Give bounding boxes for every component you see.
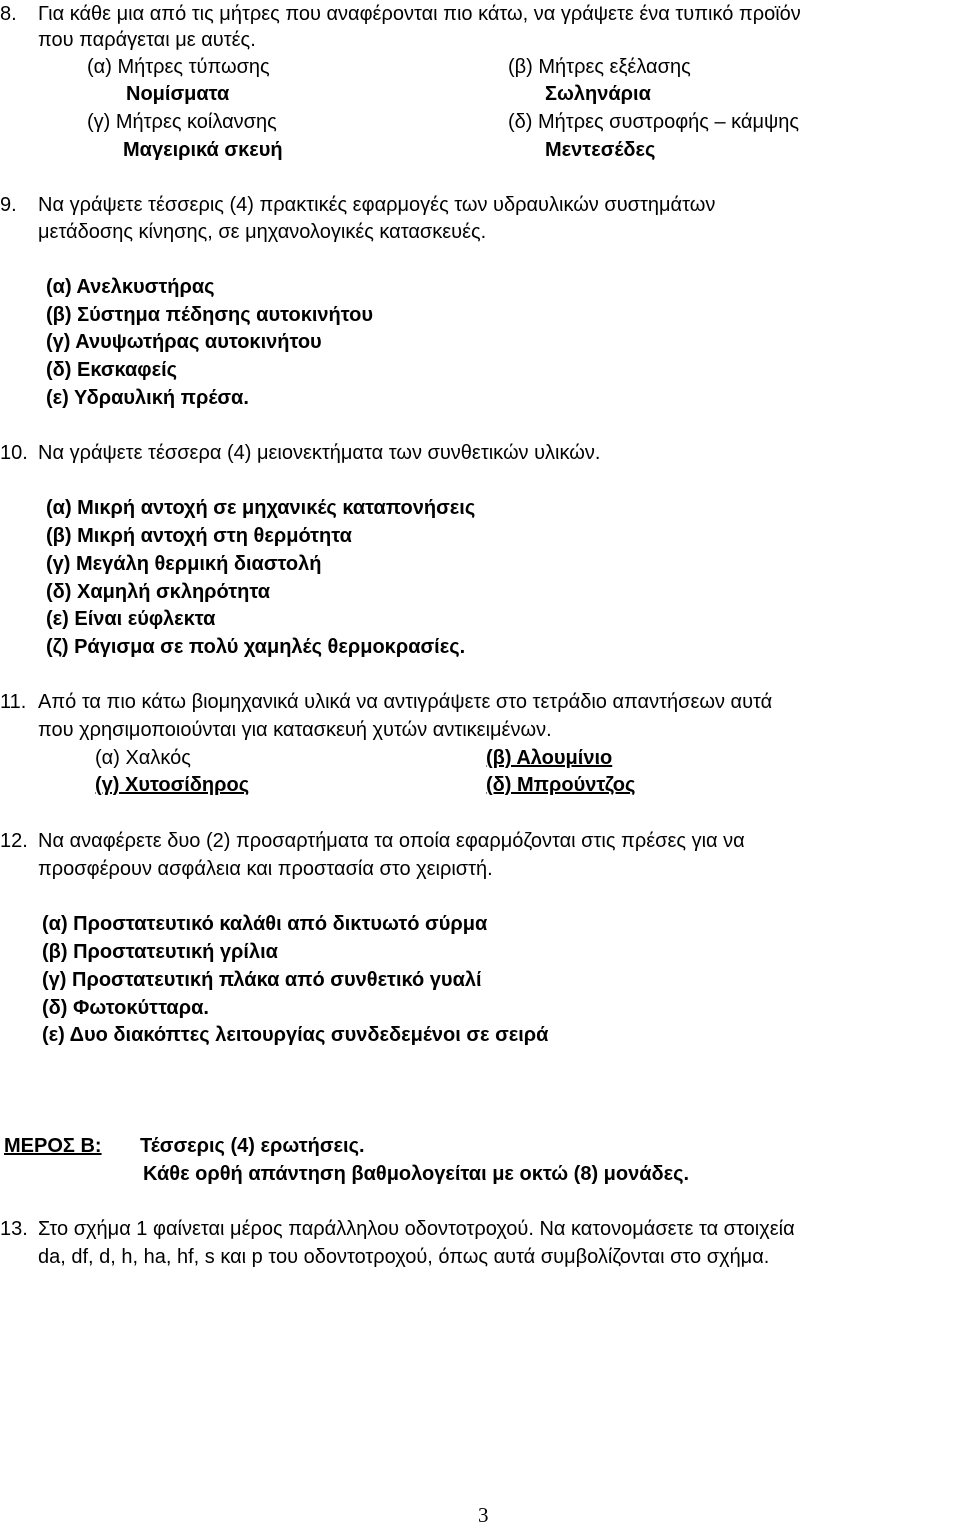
q8-c-answer: Μαγειρικά σκευή — [123, 139, 283, 161]
q10-answer-f: (ζ) Ράγισμα σε πολύ χαμηλές θερμοκρασίες. — [46, 636, 466, 658]
q9-number: 9. — [0, 194, 17, 216]
q10-answer-a: (α) Μικρή αντοχή σε μηχανικές καταπονήσεις — [46, 497, 476, 519]
q9-text-line2: μετάδοσης κίνησης, σε μηχανολογικές κατασκευές. — [38, 221, 487, 243]
q12-text-line1: Να αναφέρετε δυο (2) προσαρτήματα τα οποία εφαρμόζονται στις πρέσες για να — [38, 830, 745, 852]
q8-text-line2: που παράγεται με αυτές. — [38, 29, 256, 51]
q11-option-c: (γ) Χυτοσίδηρος — [95, 774, 250, 796]
part-b-line2: Κάθε ορθή απάντηση βαθμολογείται με οκτώ (8) μονάδες. — [143, 1163, 690, 1185]
q10-answer-e: (ε) Είναι εύφλεκτα — [46, 608, 216, 630]
q9-answer-b: (β) Σύστημα πέδησης αυτοκινήτου — [46, 304, 373, 326]
q10-answer-c: (γ) Μεγάλη θερμική διαστολή — [46, 553, 322, 575]
q12-text-line2: προσφέρουν ασφάλεια και προστασία στο χειριστή. — [38, 858, 493, 880]
part-b-line1: Τέσσερις (4) ερωτήσεις. — [140, 1135, 365, 1157]
q12-answer-c: (γ) Προστατευτική πλάκα από συνθετικό γυαλί — [42, 969, 482, 991]
q11-option-a: (α) Χαλκός — [95, 747, 191, 769]
q13-text-line2: da, df, d, h, ha, hf, s και p του οδοντοτροχού, όπως αυτά συμβολίζονται στο σχήμα. — [38, 1246, 770, 1268]
q8-text-line1: Για κάθε μια από τις μήτρες που αναφέρονται πιο κάτω, να γράψετε ένα τυπικό προϊόν — [38, 3, 801, 25]
q12-answer-e: (ε) Δυο διακόπτες λειτουργίας συνδεδεμένοι σε σειρά — [42, 1024, 549, 1046]
q11-text-line1: Από τα πιο κάτω βιομηχανικά υλικά να αντιγράψετε στο τετράδιο απαντήσεων αυτά — [38, 691, 773, 713]
q8-a-answer: Νομίσματα — [126, 83, 230, 105]
q8-b-answer: Σωληνάρια — [545, 83, 651, 105]
q9-answer-c: (γ) Ανυψωτήρας αυτοκινήτου — [46, 331, 322, 353]
q11-option-b: (β) Αλουμίνιο — [486, 747, 613, 769]
q10-text-line1: Να γράψετε τέσσερα (4) μειονεκτήματα των συνθετικών υλικών. — [38, 442, 601, 464]
q8-d-answer: Μεντεσέδες — [545, 139, 656, 161]
q8-d-label: (δ) Μήτρες συστροφής – κάμψης — [508, 111, 800, 133]
q10-answer-b: (β) Μικρή αντοχή στη θερμότητα — [46, 525, 352, 547]
q10-answer-d: (δ) Χαμηλή σκληρότητα — [46, 581, 271, 603]
q10-number: 10. — [0, 442, 28, 464]
q9-answer-d: (δ) Εκσκαφείς — [46, 359, 178, 381]
page-number: 3 — [478, 1503, 489, 1527]
q11-number: 11. — [0, 691, 27, 713]
q8-c-label: (γ) Μήτρες κοίλανσης — [87, 111, 277, 133]
q12-answer-a: (α) Προστατευτικό καλάθι από δικτυωτό σύρμα — [42, 913, 488, 935]
q8-a-label: (α) Μήτρες τύπωσης — [87, 56, 270, 78]
q9-answer-a: (α) Ανελκυστήρας — [46, 276, 215, 298]
q13-number: 13. — [0, 1218, 28, 1240]
q12-answer-d: (δ) Φωτοκύτταρα. — [42, 997, 209, 1019]
q8-number: 8. — [0, 3, 17, 25]
q12-answer-b: (β) Προστατευτική γρίλια — [42, 941, 278, 963]
q11-text-line2: που χρησιμοποιούνται για κατασκευή χυτών αντικειμένων. — [38, 719, 552, 741]
q11-option-d: (δ) Μπρούντζος — [486, 774, 636, 796]
q9-text-line1: Να γράψετε τέσσερις (4) πρακτικές εφαρμογές των υδραυλικών συστημάτων — [38, 194, 716, 216]
part-b-title: ΜΕΡΟΣ Β: — [4, 1135, 102, 1157]
q9-answer-e: (ε) Υδραυλική πρέσα. — [46, 387, 249, 409]
q8-b-label: (β) Μήτρες εξέλασης — [508, 56, 691, 78]
q13-text-line1: Στο σχήμα 1 φαίνεται μέρος παράλληλου οδοντοτροχού. Να κατονομάσετε τα στοιχεία — [38, 1218, 795, 1240]
q12-number: 12. — [0, 830, 28, 852]
